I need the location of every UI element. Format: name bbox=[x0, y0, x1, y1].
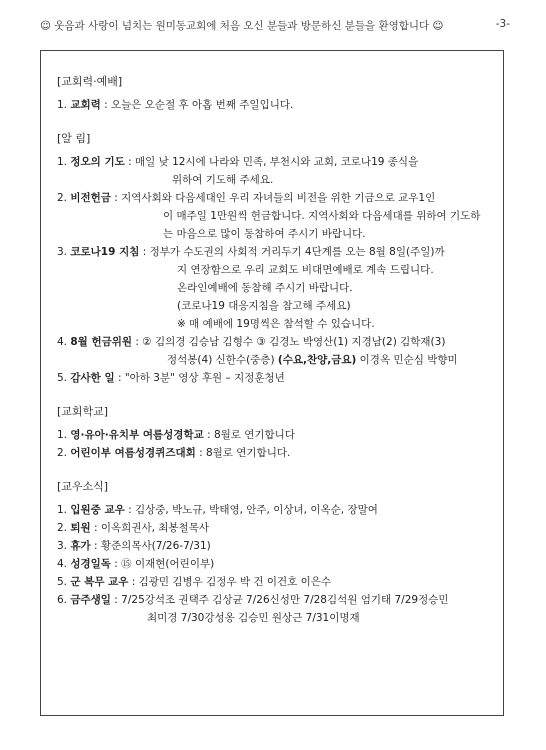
section-title: [교우소식] bbox=[57, 480, 109, 493]
item-number: 1. bbox=[57, 156, 68, 168]
item-text-continued: ※ 매 예배에 19명씩은 참석할 수 있습니다. bbox=[177, 318, 375, 330]
item-text: : ⑮ 이재현(어린이부) bbox=[110, 558, 215, 570]
section-title: [교회학교] bbox=[57, 405, 109, 418]
item-label: 영·유아·유치부 여름성경학교 bbox=[70, 429, 204, 441]
item-number: 3. bbox=[57, 540, 68, 552]
item-label: 퇴원 bbox=[70, 522, 91, 534]
list-item bbox=[57, 333, 497, 351]
item-text: : 이옥희권사, 최봉철목사 bbox=[90, 522, 209, 534]
list-item bbox=[57, 96, 497, 114]
item-text-continued: 위하여 기도해 주세요. bbox=[172, 174, 274, 186]
item-label: 입원중 교우 bbox=[70, 504, 125, 516]
item-number: 1. bbox=[57, 504, 68, 516]
bulletin-box bbox=[40, 50, 504, 716]
item-text-continued: 지 연장함으로 우리 교회도 비대면예배로 계속 드립니다. bbox=[177, 264, 434, 276]
list-item bbox=[57, 555, 497, 573]
offering-names: 정석봉(4) 신한수(중층) bbox=[167, 354, 278, 366]
item-text: : 매일 낮 12시에 나라와 민족, 부천시와 교회, 코로나19 종식을 bbox=[124, 156, 419, 168]
section-title: [알 림] bbox=[57, 132, 91, 145]
item-number: 4. bbox=[57, 336, 68, 348]
list-item bbox=[57, 519, 497, 537]
list-item bbox=[57, 426, 497, 444]
item-text: : 김광민 김병우 김정우 박 건 이건호 이은수 bbox=[128, 576, 332, 588]
item-number: 1. bbox=[57, 99, 68, 111]
item-text: : 오늘은 오순절 후 아홉 번째 주일입니다. bbox=[100, 99, 294, 111]
list-item bbox=[57, 591, 497, 609]
item-number: 3. bbox=[57, 246, 68, 258]
item-text: : ② 김의경 김승남 김형수 ③ 김경노 박영산(1) 지경남(2) 김학재(3) bbox=[132, 336, 446, 348]
item-text: : 8월로 연기합니다 bbox=[203, 429, 295, 441]
list-item bbox=[57, 189, 497, 207]
item-text: : 8월로 연기합니다. bbox=[195, 447, 291, 459]
item-text: : 김상중, 박노규, 박태영, 안주, 이상녀, 이옥순, 장말여 bbox=[124, 504, 378, 516]
service-label: (수요,찬양,금요) bbox=[277, 354, 357, 366]
offering-names: 이경옥 민순심 박향미 bbox=[356, 354, 458, 366]
item-label: 군 복무 교우 bbox=[70, 576, 129, 588]
item-label: 금주생일 bbox=[70, 594, 111, 606]
item-number: 6. bbox=[57, 594, 68, 606]
item-label: 교회력 bbox=[70, 99, 101, 111]
item-label: 성경일독 bbox=[70, 558, 111, 570]
list-item bbox=[57, 444, 497, 462]
bulletin-content bbox=[57, 73, 497, 627]
item-text: : 7/25강석조 권택주 김상균 7/26신성만 7/28김석원 엄기태 7/29정승민 bbox=[110, 594, 449, 606]
section-school bbox=[57, 403, 497, 462]
item-number: 1. bbox=[57, 429, 68, 441]
list-item bbox=[57, 369, 497, 387]
list-item bbox=[57, 573, 497, 591]
item-number: 5. bbox=[57, 576, 68, 588]
page-number: -3- bbox=[495, 18, 510, 30]
item-number: 2. bbox=[57, 192, 68, 204]
list-item bbox=[57, 537, 497, 555]
item-text: : "아하 3분" 영상 후원 – 지정훈청년 bbox=[114, 372, 285, 384]
section-notices bbox=[57, 130, 497, 387]
item-label: 비전헌금 bbox=[70, 192, 111, 204]
item-text-continued: 는 마음으로 많이 동참하여 주시기 바랍니다. bbox=[163, 228, 366, 240]
list-item bbox=[57, 153, 497, 171]
item-label: 8월 헌금위원 bbox=[70, 336, 133, 348]
item-label: 정오의 기도 bbox=[70, 156, 125, 168]
welcome-text: ☺ 웃음과 사랑이 넘치는 원미동교회에 처음 오신 분들과 방문하신 분들을 환영합니다 ☺ bbox=[40, 20, 444, 32]
item-number: 2. bbox=[57, 447, 68, 459]
item-text-continued: (코로나19 대응지침을 참고해 주세요) bbox=[177, 300, 351, 312]
item-text-continued bbox=[57, 351, 497, 369]
section-title: [교회력·예배] bbox=[57, 75, 123, 88]
item-label: 코로나19 지침 bbox=[70, 246, 140, 258]
item-text-continued: 최미경 7/30강성옹 김승민 원상근 7/31이명재 bbox=[147, 612, 360, 624]
item-number: 2. bbox=[57, 522, 68, 534]
item-text: : 지역사회와 다음세대인 우리 자녀들의 비전을 위한 기금으로 교우1인 bbox=[110, 192, 436, 204]
item-label: 휴가 bbox=[70, 540, 91, 552]
item-label: 감사한 일 bbox=[70, 372, 115, 384]
item-text-continued: 이 매주일 1만원씩 헌금합니다. 지역사회와 다음세대를 위하여 기도하 bbox=[163, 210, 481, 222]
page-header bbox=[40, 18, 510, 33]
item-text: : 황준의목사(7/26-7/31) bbox=[90, 540, 211, 552]
item-label: 어린이부 여름성경퀴즈대회 bbox=[70, 447, 196, 459]
section-calendar bbox=[57, 73, 497, 114]
item-text: : 정부가 수도권의 사회적 거리두기 4단계를 오는 8월 8일(주일)까 bbox=[139, 246, 445, 258]
section-members bbox=[57, 478, 497, 627]
list-item bbox=[57, 501, 497, 519]
item-text-continued: 온라인예배에 동참해 주시기 바랍니다. bbox=[177, 282, 353, 294]
item-number: 4. bbox=[57, 558, 68, 570]
item-number: 5. bbox=[57, 372, 68, 384]
list-item bbox=[57, 243, 497, 261]
